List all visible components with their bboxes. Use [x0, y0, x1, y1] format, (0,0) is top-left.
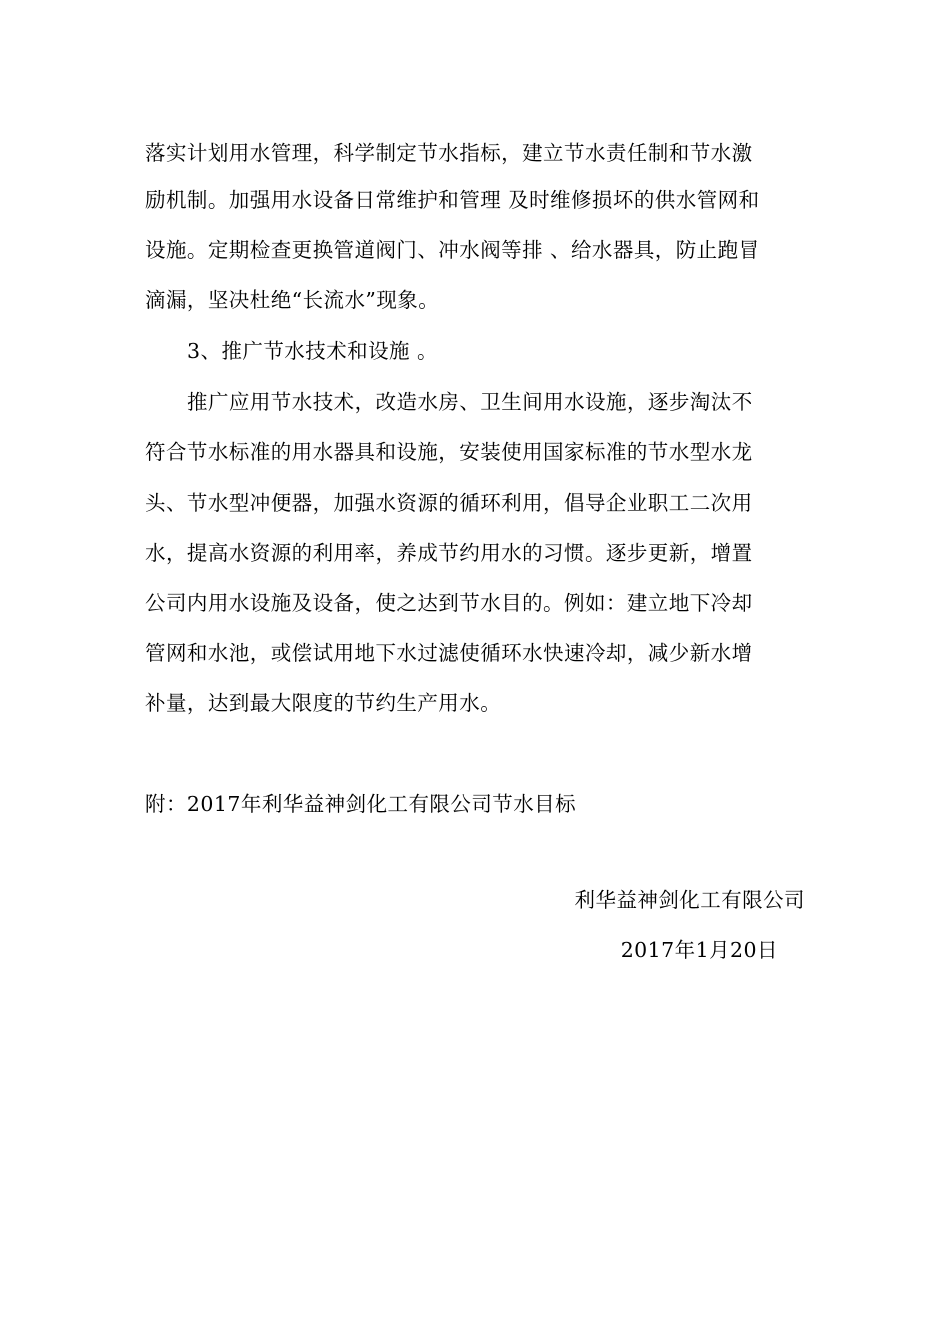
paragraph-1-line-2: 励机制。加强用水设备日常维护和管理 及时维修损坏的供水管网和 [145, 188, 760, 212]
signature-date: 2017年1月20日 [620, 938, 778, 962]
signature-company: 利华益神剑化工有限公司 [574, 888, 805, 912]
paragraph-2-line-4: 水，提高水资源的利用率，养成节约用水的习惯。逐步更新，增置 [145, 541, 753, 565]
paragraph-2-line-7: 补量，达到最大限度的节约生产用水。 [145, 691, 502, 715]
paragraph-2-line-2: 符合节水标准的用水器具和设施，安装使用国家标准的节水型水龙 [145, 440, 753, 464]
paragraph-2-line-6: 管网和水池，或偿试用地下水过滤使循环水快速冷却，减少新水增 [145, 641, 753, 665]
paragraph-2-line-5: 公司内用水设施及设备，使之达到节水目的。例如：建立地下冷却 [145, 591, 753, 615]
paragraph-2-line-3: 头、节水型冲便器，加强水资源的循环利用，倡导企业职工二次用 [145, 491, 753, 515]
paragraph-1-line-1: 落实计划用水管理，科学制定节水指标，建立节水责任制和节水激 [145, 141, 753, 165]
attachment-note: 附：2017年利华益神剑化工有限公司节水目标 [145, 792, 577, 816]
paragraph-1-line-3: 设施。定期检查更换管道阀门、冲水阀等排 、给水器具，防止跑冒 [145, 238, 760, 262]
section-3-heading: 3、推广节水技术和设施 。 [187, 339, 438, 363]
paragraph-2-line-1: 推广应用节水技术，改造水房、卫生间用水设施，逐步淘汰不 [187, 390, 753, 414]
paragraph-1-line-4: 滴漏，坚决杜绝“长流水”现象。 [145, 288, 440, 312]
